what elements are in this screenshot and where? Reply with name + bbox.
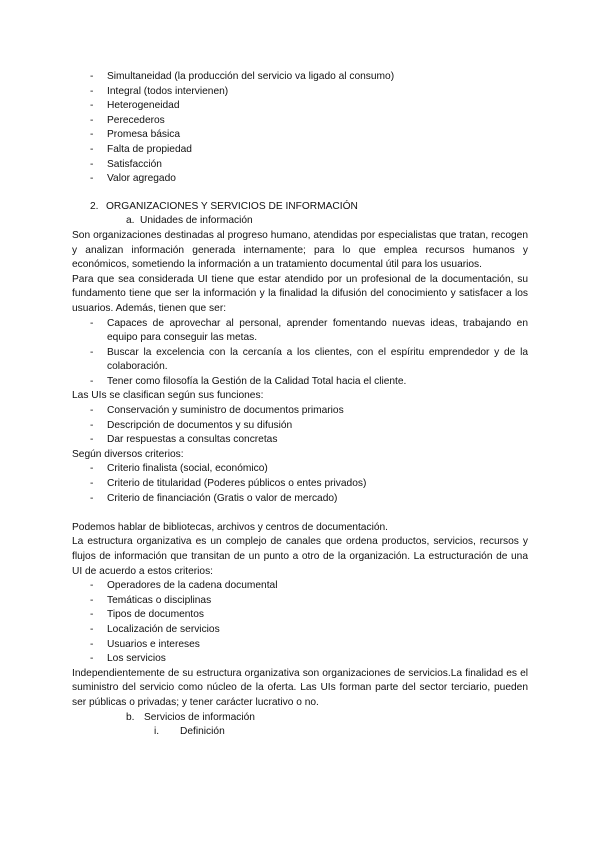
subsection-title: Unidades de información [140,215,253,227]
list-item [72,70,528,85]
list-item [72,158,528,173]
list-item [72,579,528,594]
list-item-text: Tener como filosofía la Gestión de la Calidad Total hacia el cliente. [107,375,407,387]
bullet-dash: - [90,419,94,431]
paragraph-functions-intro: Las UIs se clasifican según sus funciones: [72,390,264,402]
paragraph-criteria-intro: Según diversos criterios: [72,448,184,460]
list-item [72,477,528,492]
list-item-text: Buscar la excelencia con la cercanía a los clientes, con el espíritu emprendedor y de la colaboración. [107,346,528,373]
bullet-dash: - [90,405,94,417]
list-item [72,404,528,419]
list-item-text: Simultaneidad (la producción del servicio va ligado al consumo) [107,71,395,82]
list-item-text: Perecederos [107,114,165,126]
list-item [72,433,528,448]
bullet-dash: - [90,375,94,387]
subsection-letter: b. [126,711,135,723]
list-item-text: Satisfacción [107,158,162,170]
section-heading-2 [72,200,528,215]
list-item [72,99,528,114]
list-item-text: Falta de propiedad [107,143,192,155]
blank-line [72,506,528,521]
bullet-dash: - [90,434,94,446]
bullet-dash: - [90,71,94,82]
list-item-text: Integral (todos intervienen) [107,85,229,97]
list-item-text: Criterio de financiación (Gratis o valor de mercado) [107,492,338,504]
bullet-dash: - [90,317,94,329]
list-item [72,594,528,609]
bullet-dash: - [90,653,94,665]
paragraph-types: Podemos hablar de bibliotecas, archivos y centros de documentación. [72,521,388,533]
subsubsection-title: Definición [180,726,225,738]
list-item [72,85,528,100]
list-item [72,638,528,653]
bullet-dash: - [90,143,94,155]
subsection-heading-a [72,214,528,229]
list-item [72,114,528,129]
list-item [72,128,528,143]
bullet-dash: - [90,129,94,141]
bullet-dash: - [90,492,94,504]
list-item [72,419,528,434]
bullet-dash: - [90,638,94,650]
list-item [72,317,528,346]
paragraph-structure: La estructura organizativa es un complejo de canales que ordena productos, servicios, recursos y flujos de información que transitan de un punto a otro de la organización. La estructuración de una UI de acuerdo a estos criterios: [72,536,528,577]
bullet-dash: - [90,609,94,621]
list-item-text: Los servicios [107,653,166,665]
bullet-dash: - [90,158,94,170]
list-requirements [72,317,528,390]
list-service-characteristics [72,70,528,187]
list-item-text: Tipos de documentos [107,609,205,621]
paragraph-services-organizations: Independientemente de su estructura organizativa son organizaciones de servicios.La finalidad es el suministro del servicio como núcleo de la oferta. Las UIs forman parte del sector terciario, pueden ser públicas o privadas; y tener carácter lucrativo o no. [72,667,528,708]
bullet-dash: - [90,100,94,112]
list-item [72,492,528,507]
bullet-dash: - [90,580,94,592]
list-item [72,608,528,623]
list-item-text: Dar respuestas a consultas concretas [107,434,278,446]
list-item [72,143,528,158]
subsubsection-numeral: i. [154,726,160,738]
subsubsection-heading-i [72,725,528,740]
subsection-letter: a. [126,215,135,227]
list-item [72,462,528,477]
paragraph-requirements: Para que sea considerada UI tiene que estar atendido por un profesional de la documentación, su fundamento tiene que ser la información y la finalidad la difusión del conocimiento y satisfacer a los usuarios. Además, tienen que ser: [72,273,528,314]
section-number: 2. [90,200,99,212]
bullet-dash: - [90,85,94,97]
section-title: ORGANIZACIONES Y SERVICIOS DE INFORMACIÓN [106,200,358,212]
bullet-dash: - [90,463,94,475]
list-item-text: Temáticas o disciplinas [107,594,212,606]
list-item [72,623,528,638]
list-item-text: Localización de servicios [107,623,220,635]
list-item-text: Valor agregado [107,173,176,185]
list-structure-criteria [72,579,528,667]
list-criteria [72,462,528,506]
list-item-text: Heterogeneidad [107,100,180,112]
list-functions [72,404,528,448]
subsection-heading-b [72,711,528,726]
list-item-text: Capaces de aprovechar al personal, aprender fomentando nuevas ideas, trabajando en equipo para conseguir las metas. [107,317,528,344]
bullet-dash: - [90,594,94,606]
list-item [72,375,528,390]
list-item-text: Descripción de documentos y su difusión [107,419,293,431]
bullet-dash: - [90,623,94,635]
list-item-text: Criterio de titularidad (Poderes públicos o entes privados) [107,478,367,490]
list-item-text: Conservación y suministro de documentos primarios [107,405,344,417]
list-item-text: Criterio finalista (social, económico) [107,463,268,475]
list-item [72,346,528,375]
list-item [72,652,528,667]
subsection-title: Servicios de información [144,711,255,723]
bullet-dash: - [90,346,94,358]
list-item [72,172,528,187]
bullet-dash: - [90,173,94,185]
list-item-text: Promesa básica [107,129,181,141]
list-item-text: Usuarios e intereses [107,638,200,650]
paragraph-definition: Son organizaciones destinadas al progreso humano, atendidas por especialistas que tratan, recogen y analizan información generada internamente; para lo que emplea recursos humanos y económicos, sometiendo la información a un tratamiento documental útil para los usuarios. [72,229,528,271]
bullet-dash: - [90,114,94,126]
list-item-text: Operadores de la cadena documental [107,580,278,592]
bullet-dash: - [90,478,94,490]
